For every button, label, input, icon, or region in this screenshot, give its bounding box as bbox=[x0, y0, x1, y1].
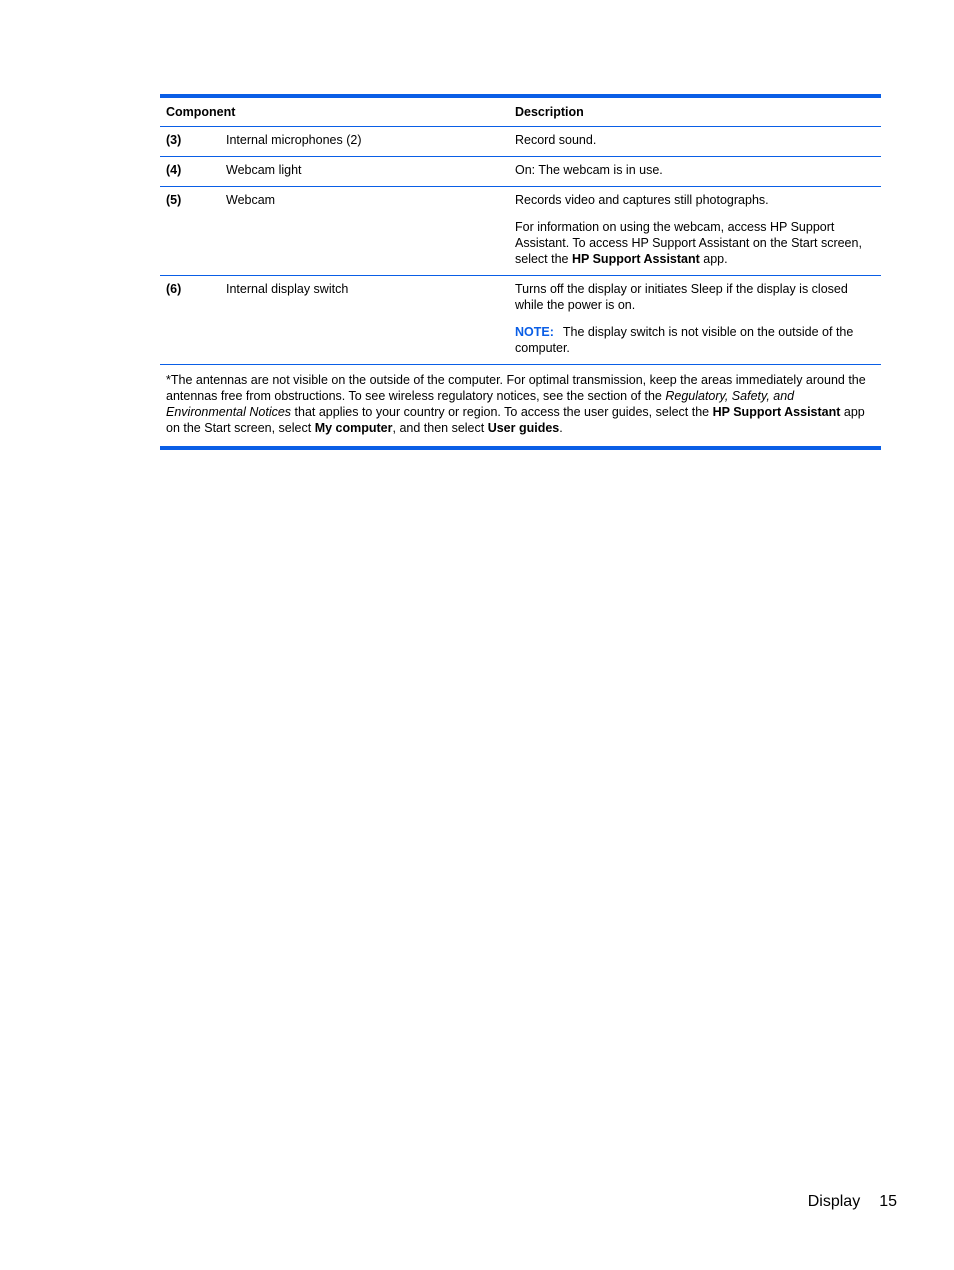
hp-support-assistant-bold: HP Support Assistant bbox=[571, 251, 700, 266]
table-row bbox=[160, 156, 881, 186]
description-text: On: The webcam is in use. bbox=[515, 162, 663, 177]
component-number: (4) bbox=[160, 156, 226, 186]
table-row bbox=[160, 126, 881, 156]
note-text: The display switch is not visible on the outside of the computer. bbox=[515, 324, 854, 355]
description-text: Record sound. bbox=[515, 132, 597, 147]
footnote-text: . bbox=[559, 420, 563, 435]
description-text-webcam-info bbox=[515, 219, 873, 267]
note bbox=[515, 324, 873, 356]
description-text: Records video and captures still photographs. bbox=[515, 192, 769, 207]
footnote-text: , and then select bbox=[392, 420, 488, 435]
page-footer bbox=[808, 1192, 897, 1212]
footnote-bold: HP Support Assistant bbox=[712, 404, 841, 419]
note-label: NOTE: bbox=[515, 324, 554, 339]
component-name: Webcam bbox=[226, 186, 509, 275]
footnote-italic-title: Regulatory, Safety, and Environmental Notices bbox=[166, 388, 795, 419]
component-description bbox=[509, 275, 881, 364]
footnote-text: *The antennas are not visible on the outside of the computer. For optimal transmission, keep the areas immediately around the antennas free from obstructions. To see wireless regulatory notices, see the section of the bbox=[166, 372, 866, 403]
component-name: Internal microphones (2) bbox=[226, 126, 509, 156]
component-description bbox=[509, 186, 881, 275]
description-text: Turns off the display or initiates Sleep if the display is closed while the power is on. bbox=[515, 281, 848, 312]
footnote bbox=[160, 364, 881, 448]
table-footnote-row bbox=[160, 364, 881, 448]
component-number: (5) bbox=[160, 186, 226, 275]
text-segment: app. bbox=[699, 251, 728, 266]
header-component: Component bbox=[160, 96, 509, 126]
footnote-text: app on the Start screen, select bbox=[166, 404, 865, 435]
component-number: (6) bbox=[160, 275, 226, 364]
component-description bbox=[509, 126, 881, 156]
table-row bbox=[160, 186, 881, 275]
component-description bbox=[509, 156, 881, 186]
footer-section-title: Display bbox=[807, 1193, 861, 1210]
page-number: 15 bbox=[879, 1193, 897, 1210]
table-header-row bbox=[160, 96, 881, 126]
component-name: Webcam light bbox=[226, 156, 509, 186]
component-table bbox=[160, 94, 881, 450]
text-segment: For information on using the webcam, access HP Support Assistant. To access HP Support Assistant on the Start screen, select the bbox=[515, 219, 862, 266]
footnote-bold: User guides bbox=[487, 420, 560, 435]
footnote-text: that applies to your country or region. To access the user guides, select the bbox=[291, 404, 713, 419]
footnote-bold: My computer bbox=[314, 420, 393, 435]
component-number: (3) bbox=[160, 126, 226, 156]
table-row bbox=[160, 275, 881, 364]
component-name: Internal display switch bbox=[226, 275, 509, 364]
header-description: Description bbox=[509, 96, 881, 126]
